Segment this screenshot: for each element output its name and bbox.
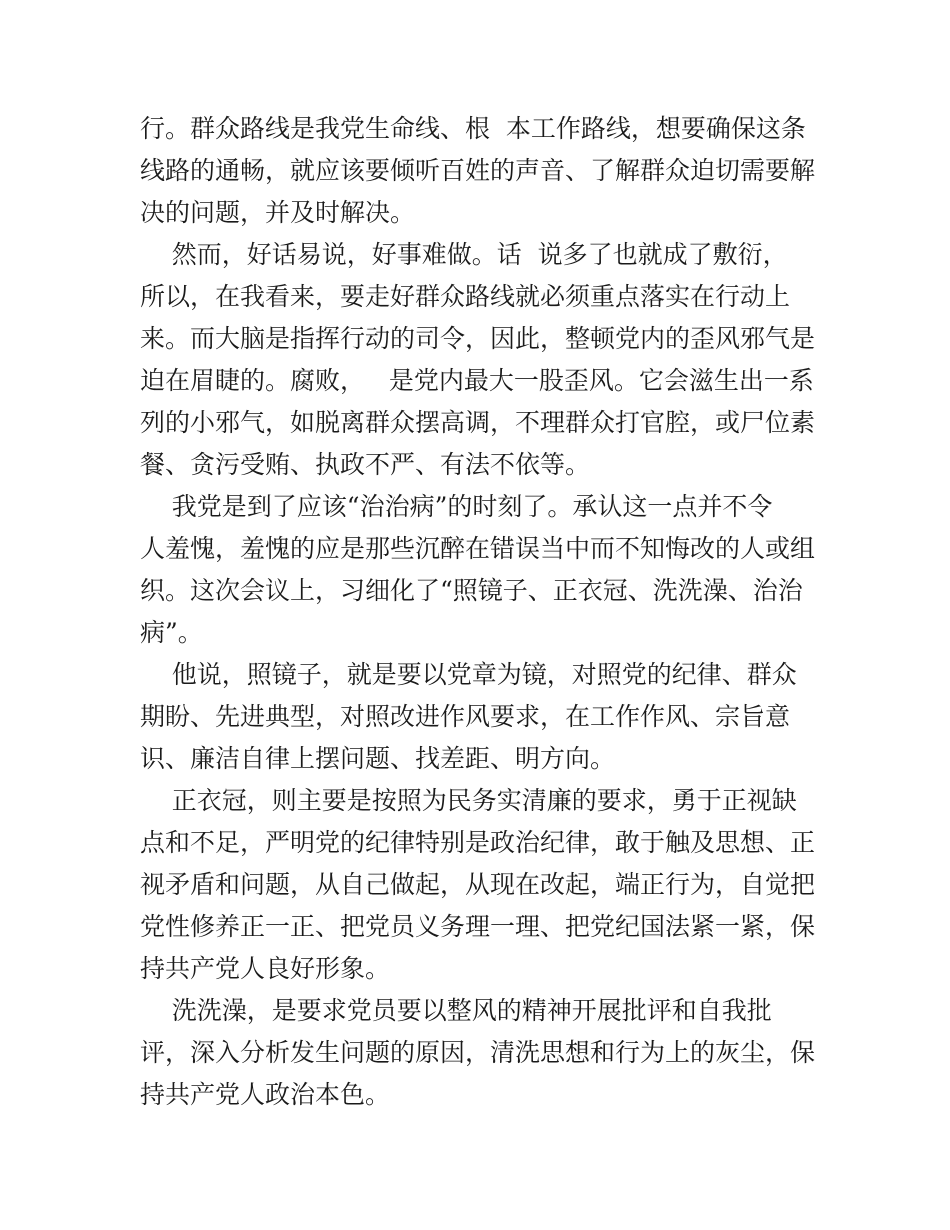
text-line: 持共产党人良好形象。 [140,954,391,983]
text-line: 点和不足，严明党的纪律特别是政治纪律，敢于触及思想、正 [140,828,816,857]
text-line: 病”。 [140,618,203,647]
text-line: 我党是到了应该“治治病”的时刻了。承认这一点并不令 [140,492,773,521]
text-line: 视矛盾和问题，从自己做起，从现在改起，端正行为，自觉把 [140,870,816,899]
document-body [140,108,820,1116]
text-line: 然而，好话易说，好事难做。话 说多了也就成了敷衍， [140,240,788,269]
text-line: 持共产党人政治本色。 [140,1080,391,1109]
text-line: 餐、贪污受贿、执政不严、有法不依等。 [140,450,591,479]
text-line: 期盼、先进典型，对照改进作风要求，在工作作风、宗旨意 [140,702,791,731]
text-line: 织。这次会议上，习细化了“照镜子、正衣冠、洗洗澡、治治 [140,576,803,605]
text-line: 评，深入分析发生问题的原因，清洗思想和行为上的灰尘，保 [140,1038,816,1067]
text-line: 党性修养正一正、把党员义务理一理、把党纪国法紧一紧，保 [140,912,816,941]
text-line: 所以，在我看来，要走好群众路线就必须重点落实在行动上 [140,282,791,311]
text-line: 迫在眉睫的。腐败， 是党内最大一股歪风。它会滋生出一系 [140,366,814,395]
text-line: 洗洗澡，是要求党员要以整风的精神开展批评和自我批 [140,996,772,1025]
text-line: 决的问题，并及时解决。 [140,198,416,227]
text-line: 列的小邪气，如脱离群众摆高调，不理群众打官腔，或尸位素 [140,408,816,437]
text-line: 来。而大脑是指挥行动的司令，因此，整顿党内的歪风邪气是 [140,324,816,353]
text-line: 识、廉洁自律上摆问题、找差距、明方向。 [140,744,616,773]
text-line: 正衣冠，则主要是按照为民务实清廉的要求，勇于正视缺 [140,786,797,815]
text-line: 人羞愧，羞愧的应是那些沉醉在错误当中而不知悔改的人或组 [140,534,816,563]
text-line: 他说，照镜子，就是要以党章为镜，对照党的纪律、群众 [140,660,797,689]
text-line: 行。群众路线是我党生命线、根 本工作路线，想要确保这条 [140,114,806,143]
text-line: 线路的通畅，就应该要倾听百姓的声音、了解群众迫切需要解 [140,156,816,185]
